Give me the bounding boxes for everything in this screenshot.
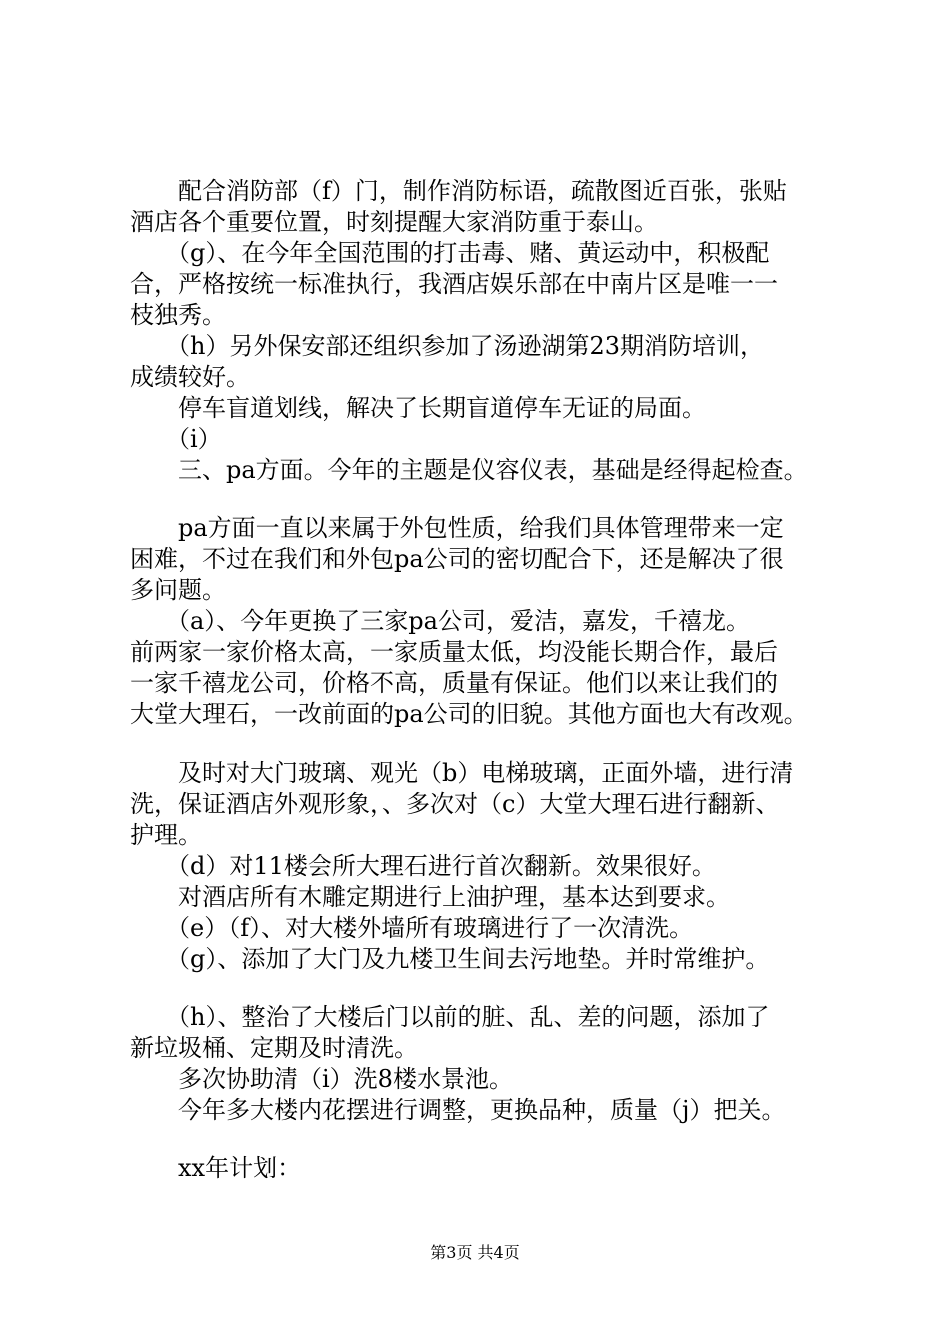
text-line: 及时对大门玻璃、观光（b）电梯玻璃，正面外墙，进行清 [130,759,794,787]
text-line: 多次协助清（i）洗8楼水景池。 [130,1065,513,1093]
text-line: 酒店各个重要位置，时刻提醒大家消防重于泰山。 [130,208,658,236]
text-line: pa方面一直以来属于外包性质，给我们具体管理带来一定 [130,514,784,542]
text-line: 成绩较好。 [130,363,250,391]
text-line: 多问题。 [130,576,226,604]
paragraph [130,882,860,913]
section-heading [130,1153,860,1184]
text-line: 停车盲道划线，解决了长期盲道停车无证的局面。 [130,394,706,422]
paragraph [130,606,860,730]
paragraph [130,331,860,393]
paragraph [130,851,860,882]
page-number: 第3页 共4页 [430,1243,520,1262]
text-line: 护理。 [130,821,202,849]
text-line: 前两家一家价格太高，一家质量太低，均没能长期合作，最后 [130,638,778,666]
text-line: 洗，保证酒店外观形象，、多次对（c）大堂大理石进行翻新、 [130,790,780,818]
text-line: 对酒店所有木雕定期进行上油护理，基本达到要求。 [130,883,730,911]
paragraph [130,393,860,424]
paragraph [130,176,860,238]
paragraph [130,758,860,851]
text-line: （g）、在今年全国范围的打击毒、赌、黄运动中，积极配 [130,239,770,267]
paragraph [130,944,860,975]
text-line: （e）（f）、对大楼外墙所有玻璃进行了一次清洗。 [130,914,694,942]
text-line: （h）、整治了大楼后门以前的脏、乱、差的问题，添加了 [130,1003,770,1031]
text-line: 新垃圾桶、定期及时清洗。 [130,1034,418,1062]
text-line: 配合消防部（f）门，制作消防标语，疏散图近百张，张贴 [130,177,787,205]
text-line: 今年多大楼内花摆进行调整，更换品种，质量（j）把关。 [130,1096,786,1124]
paragraph [130,1095,860,1126]
text-line: （d）对11楼会所大理石进行首次翻新。效果很好。 [130,852,716,880]
section-heading [130,455,860,486]
text-line: （a）、今年更换了三家pa公司，爱洁，嘉发，千禧龙。 [130,607,750,635]
text-line: 枝独秀。 [130,301,226,329]
paragraph [130,1064,860,1095]
text-line: （h）另外保安部还组织参加了汤逊湖第23期消防培训， [130,332,764,360]
text-line: 困难，不过在我们和外包pa公司的密切配合下，还是解决了很 [130,545,784,573]
text-line: 大堂大理石，一改前面的pa公司的旧貌。其他方面也大有改观。 [130,700,808,728]
text-line: 合，严格按统一标准执行，我酒店娱乐部在中南片区是唯一一 [130,270,778,298]
paragraph [130,513,860,606]
paragraph [130,1002,860,1064]
text-line: xx年计划： [130,1154,302,1182]
paragraph [130,424,860,455]
text-line: 三、pa方面。今年的主题是仪容仪表，基础是经得起检查。 [130,456,808,484]
text-line: （g）、添加了大门及九楼卫生间去污地垫。并时常维护。 [130,945,770,973]
text-line: 一家千禧龙公司，价格不高，质量有保证。他们以来让我们的 [130,669,778,697]
paragraph [130,913,860,944]
paragraph [130,238,860,331]
text-line: （i） [130,425,222,453]
